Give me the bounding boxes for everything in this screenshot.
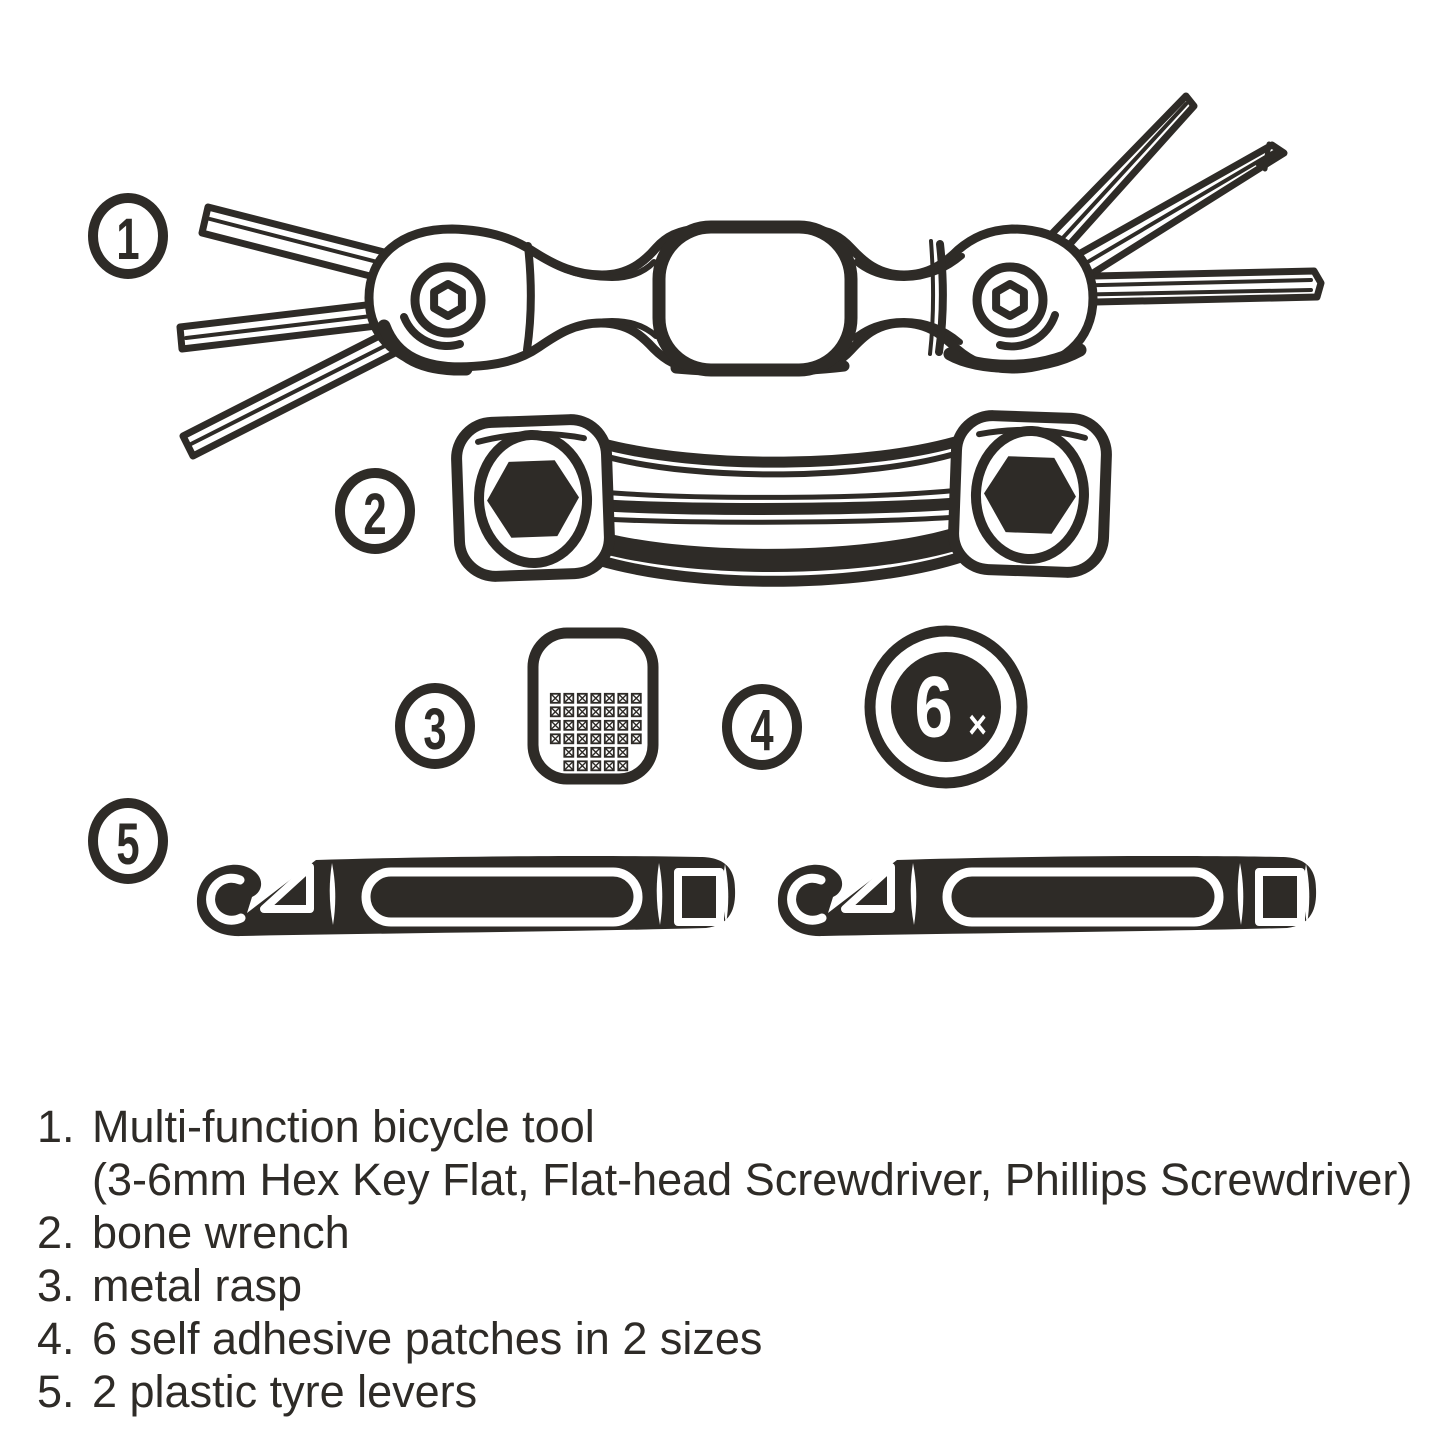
- patch-count-label: 6: [914, 658, 953, 756]
- legend-item-5-text: 2 plastic tyre levers: [92, 1366, 478, 1417]
- legend-item-1-text: Multi-function bicycle tool: [92, 1101, 595, 1152]
- legend-item-2-text: bone wrench: [92, 1207, 350, 1258]
- legend-item-1-detail-number: [37, 1153, 92, 1206]
- legend-item-4: [37, 1312, 1437, 1365]
- tyre-lever-1-illustration: [197, 856, 735, 936]
- tyre-lever-2-illustration: [778, 856, 1316, 936]
- legend-item-2-number: 2.: [37, 1207, 75, 1258]
- rasp-grit-grid-lower: [563, 746, 631, 773]
- callout-5: [93, 803, 163, 879]
- callout-4: [727, 689, 797, 765]
- multi-tool-illustration: [180, 96, 1321, 456]
- bone-wrench-illustration: [455, 414, 1107, 581]
- bone-wrench-right-socket: [952, 414, 1107, 573]
- metal-rasp-illustration: [533, 633, 653, 779]
- rasp-grit-grid: [549, 692, 644, 746]
- callout-3: [400, 688, 470, 764]
- patch-multiplier-label: ×: [968, 701, 987, 747]
- legend-item-5: [37, 1365, 1437, 1418]
- legend-item-1-detail: [37, 1153, 1437, 1206]
- legend-item-1-number: 1.: [37, 1101, 75, 1152]
- bone-wrench-left-socket: [455, 418, 610, 577]
- legend-item-3-text: metal rasp: [92, 1260, 303, 1311]
- legend-item-4-text: 6 self adhesive patches in 2 sizes: [92, 1313, 763, 1364]
- legend-item-5-number: 5.: [37, 1366, 75, 1417]
- legend-item-3: [37, 1259, 1437, 1312]
- callout-1: [93, 198, 163, 274]
- legend-item-1-detail-text: (3-6mm Hex Key Flat, Flat-head Screwdriver, Phillips Screwdriver): [92, 1154, 1413, 1205]
- legend-item-4-number: 4.: [37, 1313, 75, 1364]
- callout-5-number: 5: [116, 811, 140, 877]
- legend-item-2: [37, 1206, 1437, 1259]
- legend-item-3-number: 3.: [37, 1260, 75, 1311]
- legend-item-1: [37, 1100, 1437, 1153]
- callout-4-number: 4: [750, 697, 774, 763]
- callout-3-number: 3: [423, 696, 447, 762]
- callout-1-number: 1: [116, 206, 140, 272]
- callout-2-number: 2: [363, 481, 387, 547]
- multi-tool-centre-plate: [659, 227, 851, 370]
- legend: [37, 1100, 1437, 1418]
- patch-illustration: [870, 631, 1022, 783]
- callout-2: [340, 473, 410, 549]
